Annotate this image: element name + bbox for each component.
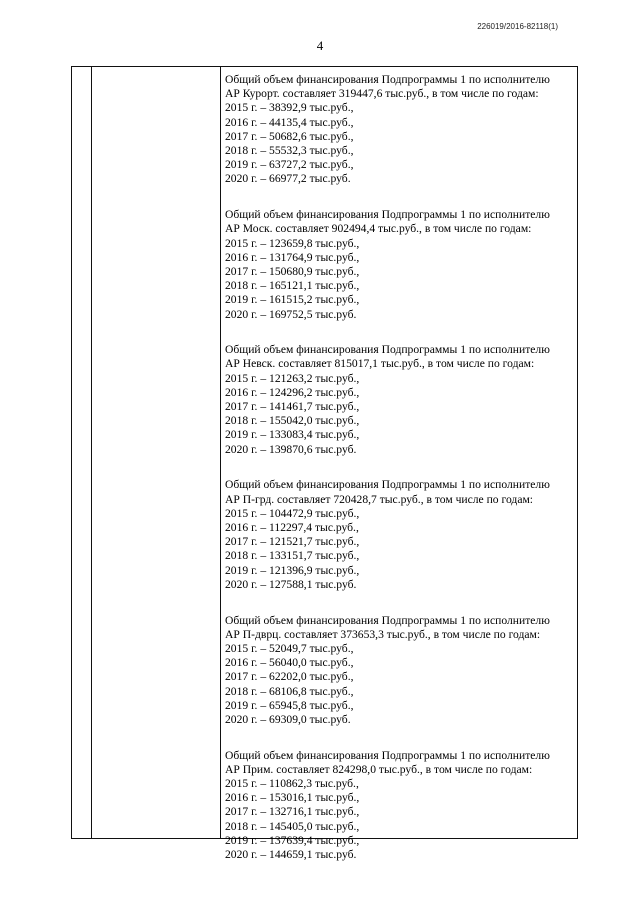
yearly-amount-item: 2016 г. – 131764,9 тыс.руб., [225, 250, 360, 264]
block-total-line: АР П-грд. составляет 720428,7 тыс.руб., в том числе по годам: [225, 492, 534, 506]
financing-block [225, 343, 573, 457]
financing-block [225, 614, 573, 728]
yearly-amount-item: 2019 г. – 137639,4 тыс.руб., [225, 833, 360, 847]
block-total-line: АР Прим. составляет 824298,0 тыс.руб., в том числе по годам: [225, 762, 533, 776]
yearly-amount-item: 2020 г. – 139870,6 тыс.руб. [225, 442, 357, 456]
block-total-line: АР Моск. составляет 902494,4 тыс.руб., в том числе по годам: [225, 222, 532, 236]
yearly-amount-item: 2015 г. – 38392,9 тыс.руб., [225, 101, 354, 115]
yearly-amounts-list [225, 642, 573, 727]
block-heading-line: Общий объем финансирования Подпрограммы 1 по исполнителю [225, 343, 550, 357]
block-total-line: АР Курорт. составляет 319447,6 тыс.руб., в том числе по годам: [225, 87, 539, 101]
yearly-amount-item: 2016 г. – 44135,4 тыс.руб., [225, 115, 354, 129]
yearly-amount-item: 2018 г. – 155042,0 тыс.руб., [225, 414, 360, 428]
yearly-amount-item: 2019 г. – 121396,9 тыс.руб., [225, 563, 360, 577]
yearly-amount-item: 2015 г. – 52049,7 тыс.руб., [225, 641, 354, 655]
financing-block [225, 478, 573, 592]
yearly-amount-item: 2018 г. – 133151,7 тыс.руб., [225, 549, 360, 563]
yearly-amount-item: 2018 г. – 68106,8 тыс.руб., [225, 684, 354, 698]
yearly-amount-item: 2017 г. – 150680,9 тыс.руб., [225, 264, 360, 278]
financing-block [225, 749, 573, 863]
page-number: 4 [316, 38, 324, 53]
yearly-amount-item: 2020 г. – 169752,5 тыс.руб. [225, 307, 357, 321]
table-content-cell [225, 73, 573, 884]
yearly-amount-item: 2015 г. – 123659,8 тыс.руб., [225, 236, 360, 250]
yearly-amount-item: 2019 г. – 133083,4 тыс.руб., [225, 428, 360, 442]
yearly-amounts-list [225, 777, 573, 862]
financing-block [225, 73, 573, 187]
yearly-amounts-list [225, 101, 573, 186]
yearly-amount-item: 2020 г. – 66977,2 тыс.руб. [225, 172, 351, 186]
block-heading-line: Общий объем финансирования Подпрограммы 1 по исполнителю [225, 478, 550, 492]
yearly-amount-item: 2016 г. – 124296,2 тыс.руб., [225, 385, 360, 399]
yearly-amount-item: 2020 г. – 144659,1 тыс.руб. [225, 848, 357, 862]
financing-table [71, 66, 578, 862]
block-heading-line: Общий объем финансирования Подпрограммы 1 по исполнителю [225, 613, 550, 627]
yearly-amount-item: 2019 г. – 161515,2 тыс.руб., [225, 293, 360, 307]
yearly-amount-item: 2020 г. – 127588,1 тыс.руб. [225, 577, 357, 591]
yearly-amount-item: 2015 г. – 104472,9 тыс.руб., [225, 506, 360, 520]
yearly-amounts-list [225, 372, 573, 457]
column-divider [220, 67, 221, 838]
document-id: 226019/2016-82118(1) [477, 22, 558, 31]
yearly-amount-item: 2018 г. – 145405,0 тыс.руб., [225, 819, 360, 833]
yearly-amount-item: 2018 г. – 165121,1 тыс.руб., [225, 279, 360, 293]
yearly-amount-item: 2017 г. – 141461,7 тыс.руб., [225, 400, 360, 414]
yearly-amount-item: 2015 г. – 121263,2 тыс.руб., [225, 371, 360, 385]
block-total-line: АР Невск. составляет 815017,1 тыс.руб., в том числе по годам: [225, 357, 535, 371]
yearly-amounts-list [225, 237, 573, 322]
yearly-amount-item: 2016 г. – 112297,4 тыс.руб., [225, 520, 359, 534]
financing-block [225, 208, 573, 322]
yearly-amount-item: 2017 г. – 132716,1 тыс.руб., [225, 805, 360, 819]
yearly-amount-item: 2017 г. – 50682,6 тыс.руб., [225, 129, 354, 143]
block-heading-line: Общий объем финансирования Подпрограммы 1 по исполнителю [225, 208, 550, 222]
yearly-amount-item: 2018 г. – 55532,3 тыс.руб., [225, 144, 354, 158]
block-total-line: АР П-дврц. составляет 373653,3 тыс.руб., в том числе по годам: [225, 627, 541, 641]
yearly-amount-item: 2016 г. – 56040,0 тыс.руб., [225, 656, 354, 670]
block-heading-line: Общий объем финансирования Подпрограммы 1 по исполнителю [225, 748, 550, 762]
yearly-amount-item: 2020 г. – 69309,0 тыс.руб. [225, 712, 351, 726]
yearly-amounts-list [225, 507, 573, 592]
column-divider [91, 67, 92, 838]
yearly-amount-item: 2017 г. – 121521,7 тыс.руб., [225, 535, 360, 549]
yearly-amount-item: 2015 г. – 110862,3 тыс.руб., [225, 777, 359, 791]
yearly-amount-item: 2019 г. – 65945,8 тыс.руб., [225, 698, 354, 712]
yearly-amount-item: 2019 г. – 63727,2 тыс.руб., [225, 158, 354, 172]
yearly-amount-item: 2016 г. – 153016,1 тыс.руб., [225, 791, 360, 805]
yearly-amount-item: 2017 г. – 62202,0 тыс.руб., [225, 670, 354, 684]
block-heading-line: Общий объем финансирования Подпрограммы 1 по исполнителю [225, 73, 550, 86]
